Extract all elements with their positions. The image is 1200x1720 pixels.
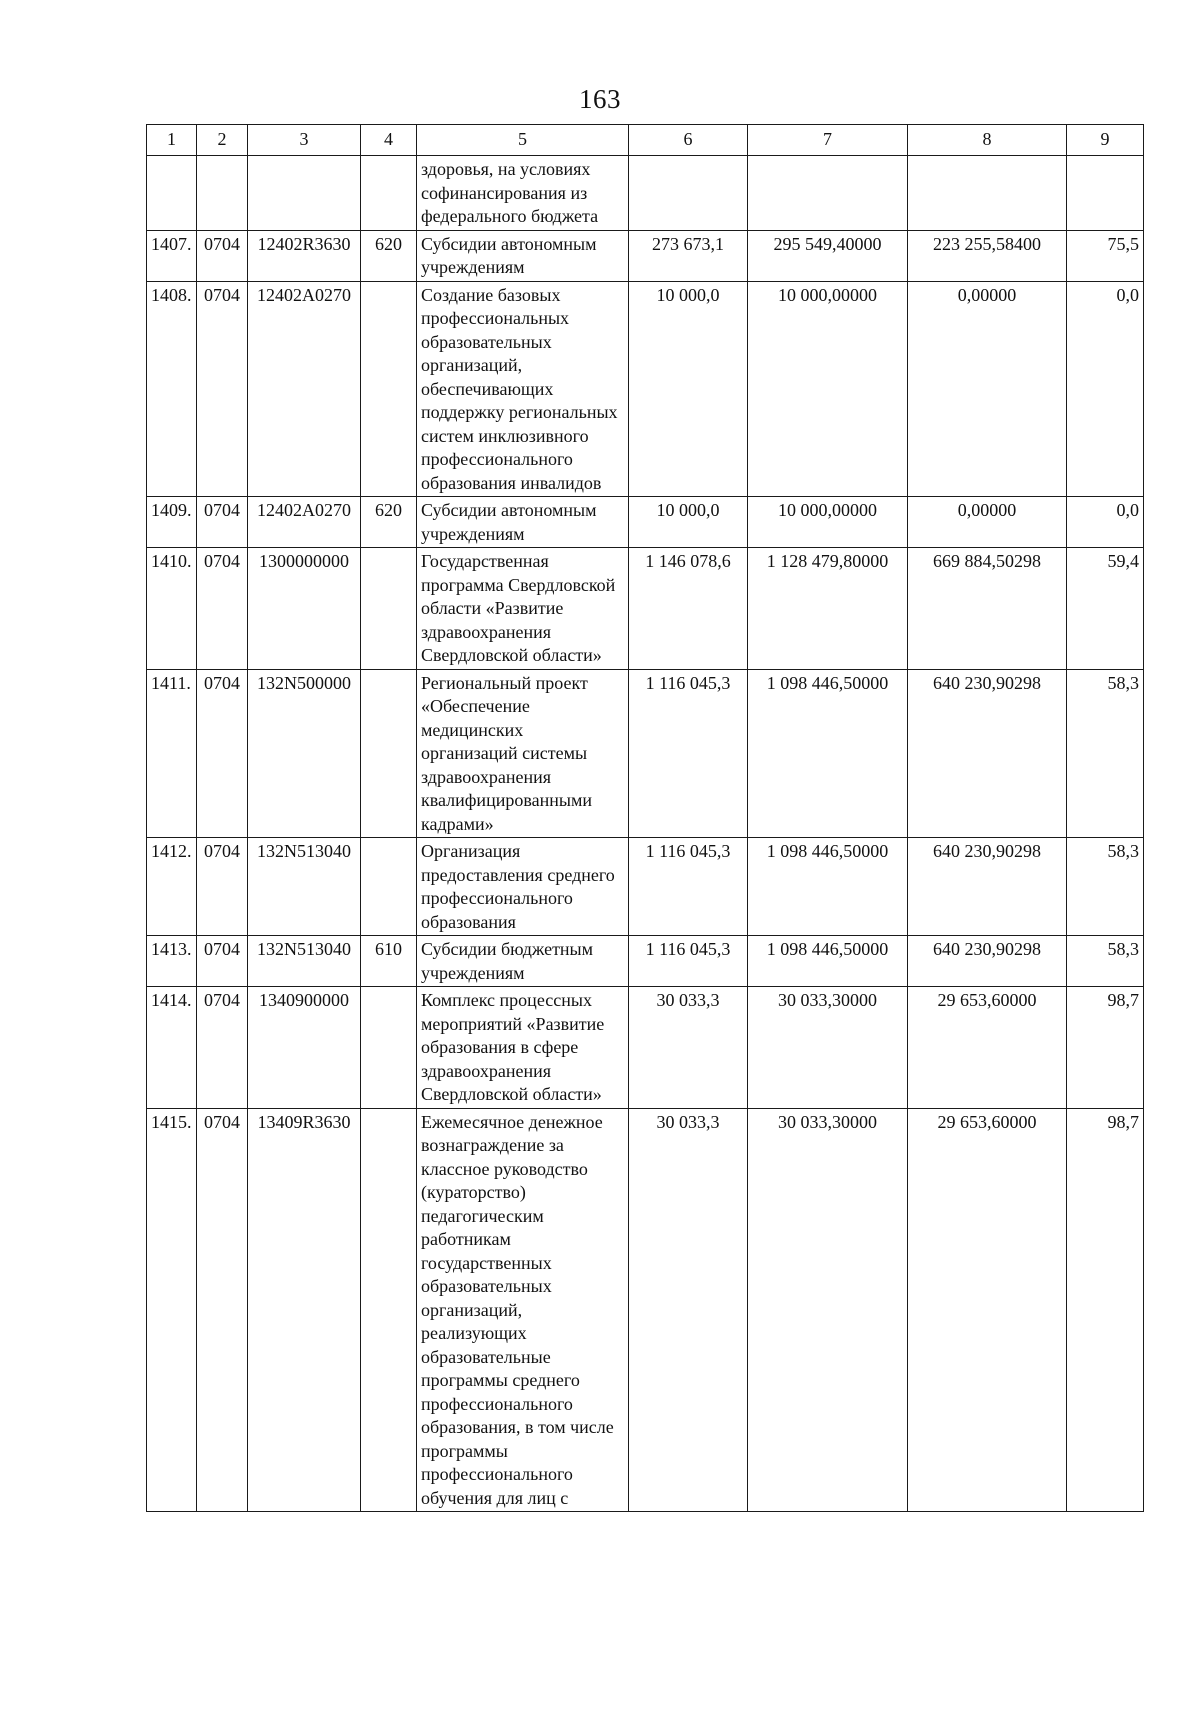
expense-type-code xyxy=(361,281,417,497)
executed-amount: 29 653,60000 xyxy=(908,1108,1067,1512)
approved-amount: 30 033,3 xyxy=(629,987,748,1109)
row-number: 1415. xyxy=(147,1108,197,1512)
row-number: 1407. xyxy=(147,230,197,281)
section-code: 0704 xyxy=(197,936,248,987)
executed-amount: 640 230,90298 xyxy=(908,838,1067,936)
table-row xyxy=(147,548,1144,670)
table-row xyxy=(147,281,1144,497)
column-header: 5 xyxy=(417,125,629,156)
planned-amount: 30 033,30000 xyxy=(748,1108,908,1512)
section-code xyxy=(197,156,248,231)
item-name: Создание базовых профессиональных образовательных организаций, обеспечивающих поддержку региональных систем инклюзивного профессионального образования инвалидов xyxy=(417,281,629,497)
expense-type-code: 620 xyxy=(361,230,417,281)
target-article-code: 12402A0270 xyxy=(248,281,361,497)
planned-amount: 295 549,40000 xyxy=(748,230,908,281)
section-code: 0704 xyxy=(197,548,248,670)
planned-amount: 10 000,00000 xyxy=(748,497,908,548)
target-article-code: 132N513040 xyxy=(248,936,361,987)
item-name: здоровья, на условиях софинансирования из федерального бюджета xyxy=(417,156,629,231)
executed-amount: 223 255,58400 xyxy=(908,230,1067,281)
item-name: Организация предоставления среднего профессионального образования xyxy=(417,838,629,936)
expense-type-code: 620 xyxy=(361,497,417,548)
table-row xyxy=(147,1108,1144,1512)
expense-type-code xyxy=(361,669,417,838)
planned-amount: 1 098 446,50000 xyxy=(748,669,908,838)
executed-amount: 669 884,50298 xyxy=(908,548,1067,670)
column-header: 2 xyxy=(197,125,248,156)
planned-amount: 10 000,00000 xyxy=(748,281,908,497)
planned-amount: 1 098 446,50000 xyxy=(748,838,908,936)
execution-percent: 59,4 xyxy=(1067,548,1144,670)
execution-percent: 75,5 xyxy=(1067,230,1144,281)
target-article-code: 12402R3630 xyxy=(248,230,361,281)
table-row xyxy=(147,156,1144,231)
approved-amount: 1 146 078,6 xyxy=(629,548,748,670)
planned-amount: 30 033,30000 xyxy=(748,987,908,1109)
page-number: 163 xyxy=(579,84,621,114)
expense-type-code xyxy=(361,1108,417,1512)
target-article-code: 132N500000 xyxy=(248,669,361,838)
row-number: 1409. xyxy=(147,497,197,548)
section-code: 0704 xyxy=(197,838,248,936)
section-code: 0704 xyxy=(197,669,248,838)
expense-type-code xyxy=(361,838,417,936)
executed-amount: 640 230,90298 xyxy=(908,669,1067,838)
executed-amount: 0,00000 xyxy=(908,497,1067,548)
row-number: 1413. xyxy=(147,936,197,987)
execution-percent: 0,0 xyxy=(1067,497,1144,548)
expense-type-code xyxy=(361,987,417,1109)
item-name: Субсидии автономным учреждениям xyxy=(417,230,629,281)
row-number: 1408. xyxy=(147,281,197,497)
executed-amount: 29 653,60000 xyxy=(908,987,1067,1109)
target-article-code xyxy=(248,156,361,231)
section-code: 0704 xyxy=(197,987,248,1109)
execution-percent: 58,3 xyxy=(1067,669,1144,838)
execution-percent xyxy=(1067,156,1144,231)
planned-amount: 1 128 479,80000 xyxy=(748,548,908,670)
row-number: 1410. xyxy=(147,548,197,670)
table-row xyxy=(147,497,1144,548)
target-article-code: 12402A0270 xyxy=(248,497,361,548)
item-name: Государственная программа Свердловской области «Развитие здравоохранения Свердловской области» xyxy=(417,548,629,670)
column-header: 8 xyxy=(908,125,1067,156)
executed-amount: 0,00000 xyxy=(908,281,1067,497)
column-header: 6 xyxy=(629,125,748,156)
table-row xyxy=(147,230,1144,281)
row-number: 1414. xyxy=(147,987,197,1109)
row-number: 1411. xyxy=(147,669,197,838)
executed-amount: 640 230,90298 xyxy=(908,936,1067,987)
table-row xyxy=(147,838,1144,936)
column-header: 9 xyxy=(1067,125,1144,156)
column-header: 1 xyxy=(147,125,197,156)
approved-amount xyxy=(629,156,748,231)
executed-amount xyxy=(908,156,1067,231)
approved-amount: 10 000,0 xyxy=(629,497,748,548)
table-row xyxy=(147,987,1144,1109)
item-name: Региональный проект «Обеспечение медицинских организаций системы здравоохранения квалифицированными кадрами» xyxy=(417,669,629,838)
budget-table xyxy=(146,124,1144,1512)
column-header-row xyxy=(147,125,1144,156)
section-code: 0704 xyxy=(197,230,248,281)
target-article-code: 13409R3630 xyxy=(248,1108,361,1512)
approved-amount: 10 000,0 xyxy=(629,281,748,497)
section-code: 0704 xyxy=(197,1108,248,1512)
expense-type-code xyxy=(361,156,417,231)
execution-percent: 58,3 xyxy=(1067,838,1144,936)
item-name: Субсидии автономным учреждениям xyxy=(417,497,629,548)
target-article-code: 1300000000 xyxy=(248,548,361,670)
section-code: 0704 xyxy=(197,497,248,548)
column-header: 4 xyxy=(361,125,417,156)
row-number: 1412. xyxy=(147,838,197,936)
expense-type-code: 610 xyxy=(361,936,417,987)
item-name: Ежемесячное денежное вознаграждение за классное руководство (кураторство) педагогическим работникам государственных образовательных организаций, реализующих образовательные программы среднего профессионального образования, в том числе программы профессионального обучения для лиц с xyxy=(417,1108,629,1512)
approved-amount: 1 116 045,3 xyxy=(629,669,748,838)
item-name: Комплекс процессных мероприятий «Развитие образования в сфере здравоохранения Свердловской области» xyxy=(417,987,629,1109)
approved-amount: 273 673,1 xyxy=(629,230,748,281)
approved-amount: 1 116 045,3 xyxy=(629,838,748,936)
execution-percent: 0,0 xyxy=(1067,281,1144,497)
approved-amount: 1 116 045,3 xyxy=(629,936,748,987)
execution-percent: 58,3 xyxy=(1067,936,1144,987)
table-row xyxy=(147,669,1144,838)
planned-amount: 1 098 446,50000 xyxy=(748,936,908,987)
column-header: 3 xyxy=(248,125,361,156)
column-header: 7 xyxy=(748,125,908,156)
target-article-code: 132N513040 xyxy=(248,838,361,936)
execution-percent: 98,7 xyxy=(1067,987,1144,1109)
execution-percent: 98,7 xyxy=(1067,1108,1144,1512)
table-row xyxy=(147,936,1144,987)
section-code: 0704 xyxy=(197,281,248,497)
approved-amount: 30 033,3 xyxy=(629,1108,748,1512)
row-number xyxy=(147,156,197,231)
target-article-code: 1340900000 xyxy=(248,987,361,1109)
expense-type-code xyxy=(361,548,417,670)
planned-amount xyxy=(748,156,908,231)
item-name: Субсидии бюджетным учреждениям xyxy=(417,936,629,987)
